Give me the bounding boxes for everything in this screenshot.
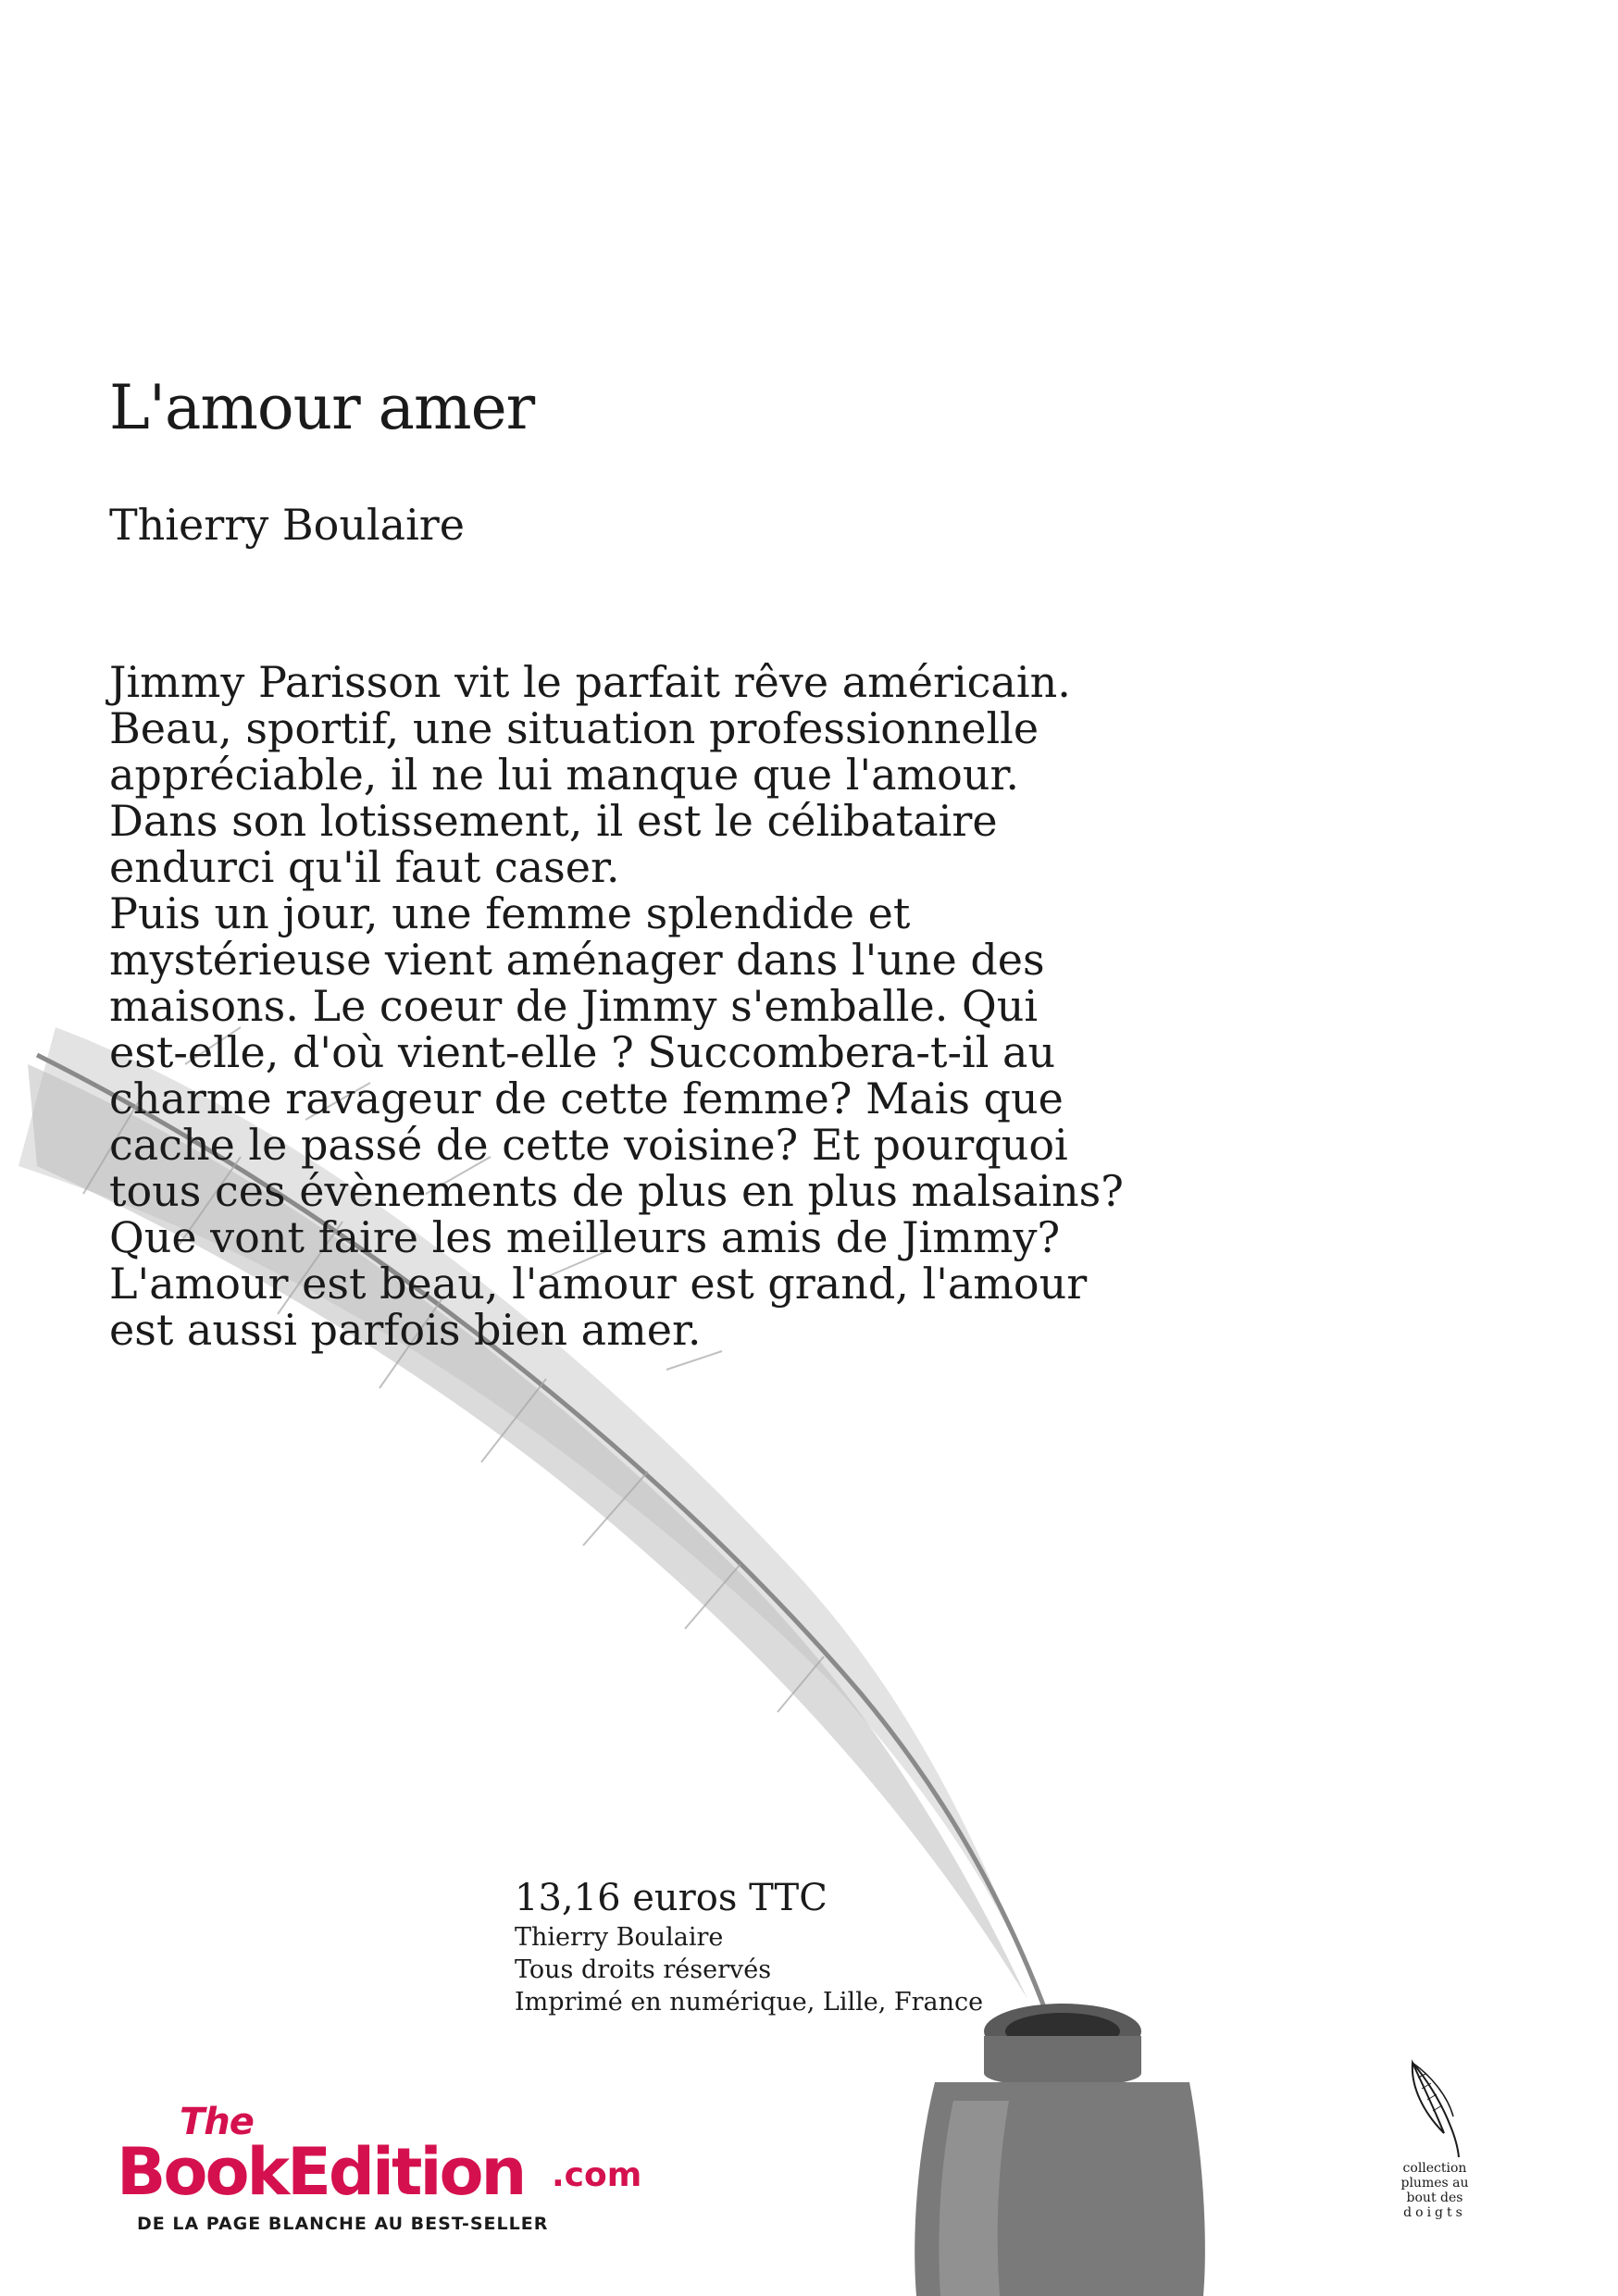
collection-line: doigts — [1403, 2205, 1466, 2220]
imprint-author: Thierry Boulaire — [515, 1923, 724, 1952]
synopsis-line: tous ces évènements de plus en plus malsains? — [109, 1166, 1124, 1216]
synopsis-line: Que vont faire les meilleurs amis de Jimmy? — [109, 1212, 1061, 1262]
print-location: Imprimé en numérique, Lille, France — [515, 1988, 984, 2017]
synopsis-line: L'amour est beau, l'amour est grand, l'amour — [109, 1259, 1088, 1309]
synopsis-line: Jimmy Parisson vit le parfait rêve américain. — [109, 657, 1071, 707]
synopsis-line: est aussi parfois bien amer. — [109, 1305, 702, 1355]
synopsis-line: Puis un jour, une femme splendide et — [109, 888, 911, 938]
synopsis-line: appréciable, il ne lui manque que l'amour. — [109, 750, 1020, 800]
book-title: L'amour amer — [109, 372, 535, 443]
synopsis-line: Dans son lotissement, il est le célibataire — [109, 796, 998, 846]
synopsis-line: endurci qu'il faut caser. — [109, 842, 620, 892]
price: 13,16 euros TTC — [515, 1877, 828, 1919]
rights-notice: Tous droits réservés — [515, 1955, 772, 1984]
collection-line: collection — [1402, 2161, 1467, 2176]
collection-mark — [1388, 2059, 1481, 2220]
logo-tagline: DE LA PAGE BLANCHE AU BEST-SELLER — [137, 2214, 549, 2234]
publisher-logo — [117, 2101, 653, 2240]
synopsis — [109, 659, 1257, 1353]
logo-domain: .com — [552, 2156, 642, 2194]
synopsis-line: est-elle, d'où vient-elle ? Succombera-t-il au — [109, 1027, 1056, 1077]
synopsis-line: maisons. Le coeur de Jimmy s'emballe. Qui — [109, 981, 1039, 1031]
synopsis-line: mystérieuse vient aménager dans l'une des — [109, 935, 1045, 985]
logo-the: The — [180, 2101, 254, 2143]
imprint-block — [515, 1875, 983, 2018]
quill-icon — [1407, 2059, 1462, 2161]
collection-line: plumes au — [1400, 2176, 1469, 2191]
synopsis-line: cache le passé de cette voisine? Et pourquoi — [109, 1120, 1068, 1170]
collection-line: bout des — [1406, 2191, 1463, 2205]
logo-brand: BookEdition — [117, 2134, 525, 2210]
book-author: Thierry Boulaire — [109, 500, 466, 550]
synopsis-line: Beau, sportif, une situation professionnelle — [109, 703, 1039, 753]
synopsis-line: charme ravageur de cette femme? Mais que — [109, 1074, 1064, 1123]
